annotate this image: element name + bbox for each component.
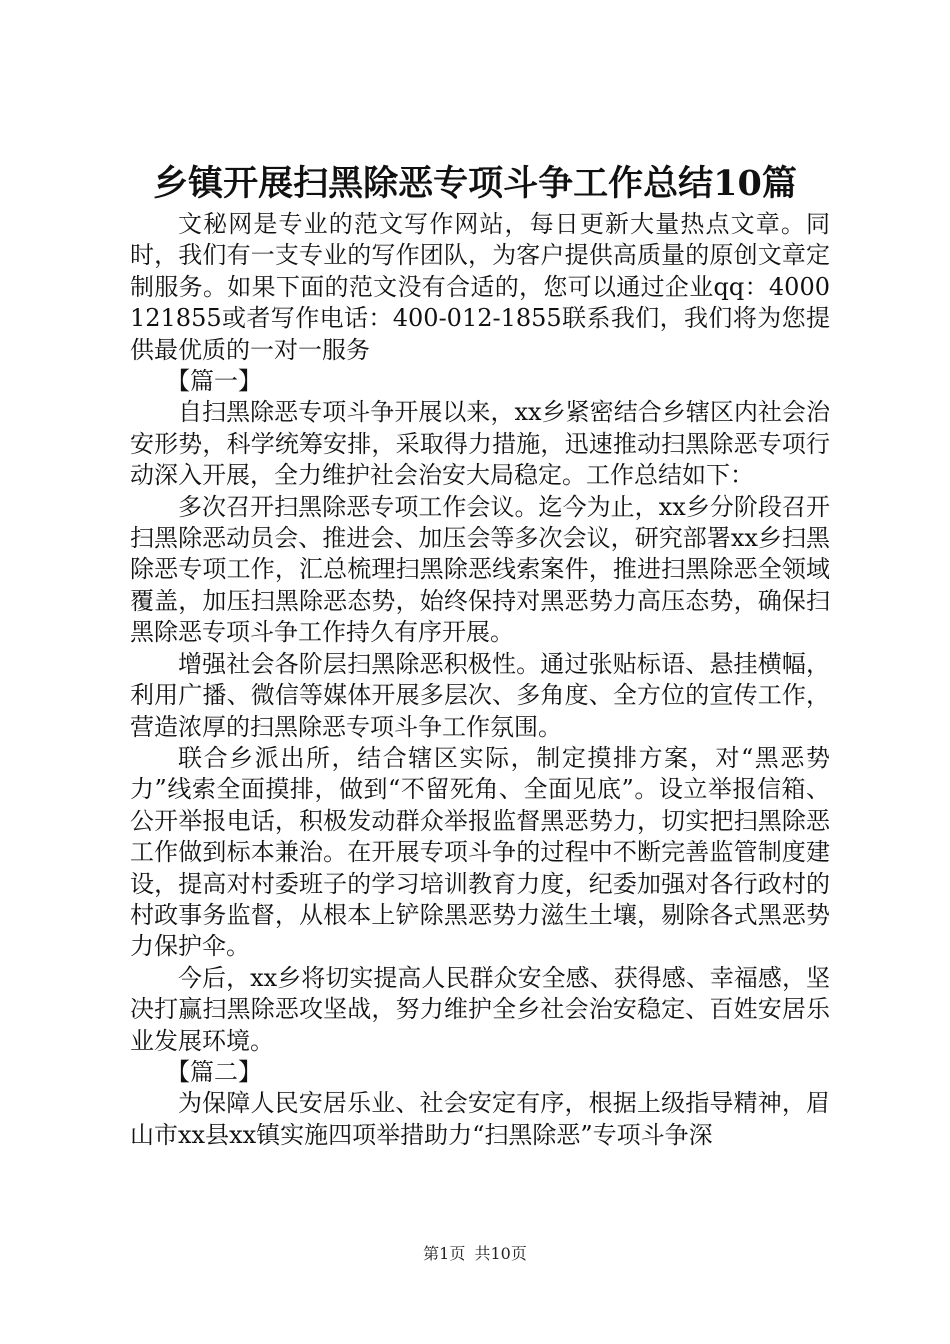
paragraph: 为保障人民安居乐业、社会安定有序，根据上级指导精神，眉山市xx县xx镇实施四项举措助力“扫黑除恶”专项斗争深: [130, 1089, 830, 1149]
paragraph: 自扫黑除恶专项斗争开展以来，xx乡紧密结合乡辖区内社会治安形势，科学统筹安排，采取得力措施，迅速推动扫黑除恶专项行动深入开展，全力维护社会治安大局稳定。工作总结如下：: [130, 398, 830, 490]
paragraph: 增强社会各阶层扫黑除恶积极性。通过张贴标语、悬挂横幅，利用广播、微信等媒体开展多层次、多角度、全方位的宣传工作，营造浓厚的扫黑除恶专项斗争工作氛围。: [130, 649, 830, 741]
paragraph: 今后，xx乡将切实提高人民群众安全感、获得感、幸福感，坚决打赢扫黑除恶攻坚战，努力维护全乡社会治安稳定、百姓安居乐业发展环境。: [130, 963, 830, 1055]
paragraph: 联合乡派出所，结合辖区实际，制定摸排方案，对“黑恶势力”线索全面摸排，做到“不留死角、全面见底”。设立举报信箱、公开举报电话，积极发动群众举报监督黑恶势力，切实把扫黑除恶工作做到标本兼治。在开展专项斗争的过程中不断完善监管制度建设，提高对村委班子的学习培训教育力度，纪委加强对各行政村的村政事务监督，从根本上铲除黑恶势力滋生土壤，剔除各式黑恶势力保护伞。: [130, 743, 830, 961]
document-title: 乡镇开展扫黑除恶专项斗争工作总结10篇: [153, 163, 797, 204]
page-total: 共10页: [474, 1244, 527, 1263]
page-number: 第1页: [423, 1244, 466, 1263]
paragraph-intro: 文秘网是专业的范文写作网站，每日更新大量热点文章。同时，我们有一支专业的写作团队，为客户提供高质量的原创文章定制服务。如果下面的范文没有合适的，您可以通过企业qq：4000121855或者写作电话：400-012-1855联系我们，我们将为您提供最优质的一对一服务: [130, 210, 830, 364]
document-body: [130, 209, 830, 1151]
section-heading-1: 【篇一】: [166, 367, 262, 396]
section-heading-2: 【篇二】: [166, 1057, 262, 1086]
page-footer: [0, 1243, 950, 1265]
paragraph: 多次召开扫黑除恶专项工作会议。迄今为止，xx乡分阶段召开扫黑除恶动员会、推进会、加压会等多次会议，研究部署xx乡扫黑除恶专项工作，汇总梳理扫黑除恶线索案件，推进扫黑除恶全领域覆盖，加压扫黑除恶态势，始终保持对黑恶势力高压态势，确保扫黑除恶专项斗争工作持久有序开展。: [130, 492, 830, 647]
